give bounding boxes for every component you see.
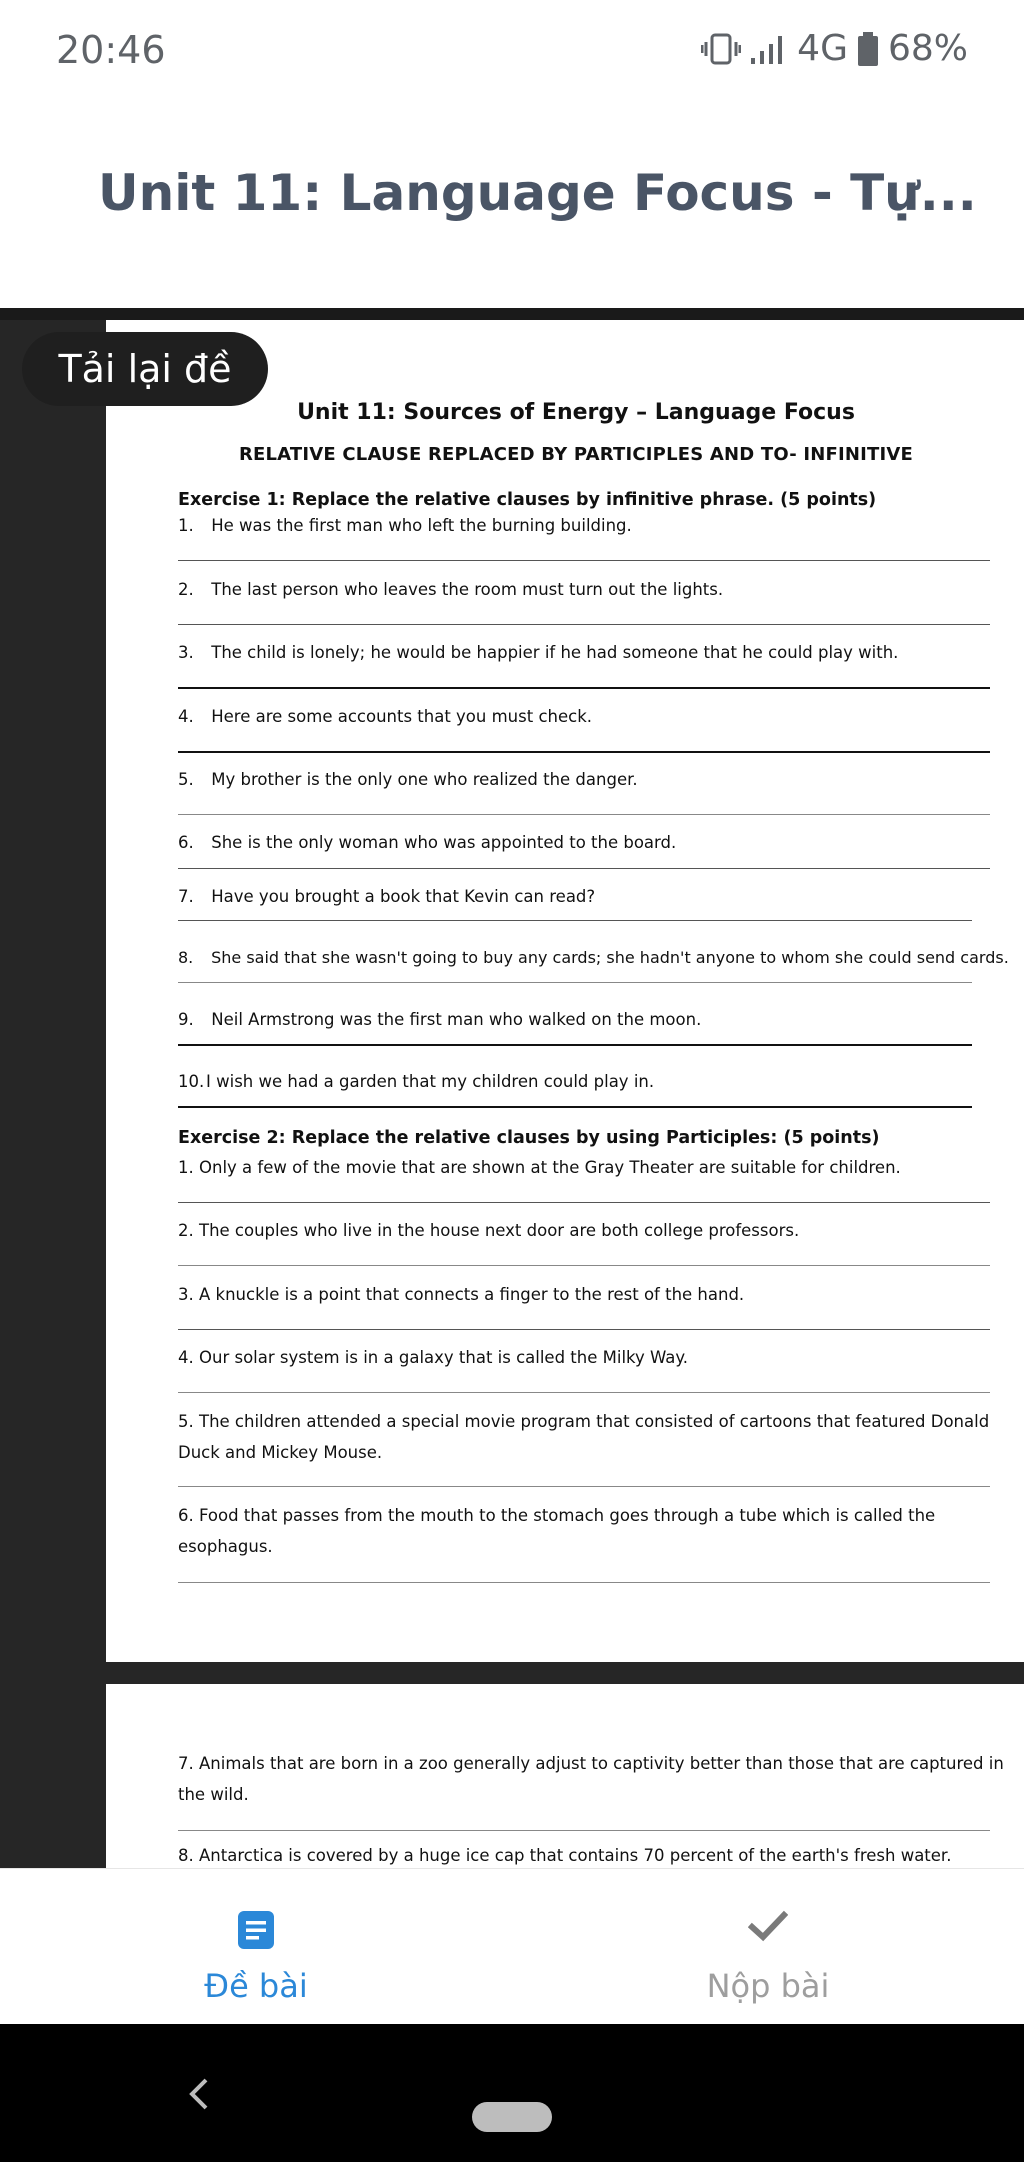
answer-line[interactable] — [178, 814, 990, 815]
answer-line[interactable] — [178, 1486, 990, 1487]
question-item — [178, 1004, 1008, 1035]
question-text: She said that she wasn't going to buy any cards; she hadn't anyone to whom she could send cards. — [211, 948, 1009, 967]
question-text: Neil Armstrong was the first man who walked on the moon. — [211, 1010, 702, 1029]
document-icon — [236, 1909, 276, 1955]
question-text: Here are some accounts that you must check. — [211, 707, 592, 726]
question-number: 4. — [178, 1348, 194, 1367]
signal-icon — [749, 32, 789, 66]
tab-submit-label: Nộp bài — [706, 1967, 830, 2005]
question-text: The couples who live in the house next door are both college professors. — [199, 1221, 800, 1240]
question-item — [178, 1066, 1008, 1097]
question-text: Antarctica is covered by a huge ice cap that contains 70 percent of the earth's fresh water. — [199, 1846, 952, 1865]
question-item — [178, 637, 1008, 668]
question-item — [178, 1500, 1008, 1562]
tab-exam[interactable] — [0, 1869, 512, 2025]
exercise-2-heading: Exercise 2: Replace the relative clauses by using Participles: (5 points) — [178, 1128, 880, 1148]
answer-line[interactable] — [178, 1044, 972, 1046]
question-number: 6. — [178, 833, 194, 852]
question-number: 2. — [178, 580, 194, 599]
question-item — [178, 942, 1018, 973]
question-item — [178, 827, 1008, 858]
viewer-divider — [0, 308, 1024, 320]
question-item — [178, 1406, 1008, 1468]
answer-line[interactable] — [178, 1582, 990, 1583]
answer-line[interactable] — [178, 1265, 990, 1266]
document-subtitle: RELATIVE CLAUSE REPLACED BY PARTICIPLES AND TO- INFINITIVE — [238, 444, 914, 465]
answer-line[interactable] — [178, 560, 990, 561]
answer-line[interactable] — [178, 1202, 990, 1203]
answer-line[interactable] — [178, 624, 990, 625]
question-text: The child is lonely; he would be happier if he had someone that he could play with. — [211, 643, 899, 662]
question-item — [178, 510, 1008, 541]
battery-level: 68% — [887, 28, 968, 69]
answer-line[interactable] — [178, 1329, 990, 1330]
question-number: 7. — [178, 1754, 194, 1773]
question-number: 1. — [178, 516, 194, 535]
question-number: 3. — [178, 643, 194, 662]
tab-exam-label: Đề bài — [204, 1967, 308, 2005]
question-text: Our solar system is in a galaxy that is called the Milky Way. — [199, 1348, 689, 1367]
question-number: 2. — [178, 1221, 194, 1240]
app-header — [0, 108, 1024, 308]
answer-line[interactable] — [178, 751, 990, 753]
question-number: 10. — [178, 1072, 205, 1091]
question-text: A knuckle is a point that connects a finger to the rest of the hand. — [199, 1285, 745, 1304]
question-item — [178, 1152, 1008, 1183]
question-text: I wish we had a garden that my children could play in. — [206, 1072, 655, 1091]
document-title: Unit 11: Sources of Energy – Language Focus — [297, 400, 855, 425]
answer-line[interactable] — [178, 1392, 990, 1393]
question-item — [178, 764, 1008, 795]
answer-line[interactable] — [178, 1830, 990, 1831]
answer-line[interactable] — [178, 982, 972, 983]
question-text: The children attended a special movie program that consisted of cartoons that featured Donald Duck and Mickey Mouse. — [178, 1412, 990, 1462]
question-text: Animals that are born in a zoo generally adjust to captivity better than those that are captured in the wild. — [178, 1754, 1004, 1804]
question-text: She is the only woman who was appointed to the board. — [211, 833, 677, 852]
question-number: 7. — [178, 887, 194, 906]
question-number: 9. — [178, 1010, 194, 1029]
reload-exam-button[interactable]: Tải lại đề — [22, 332, 268, 406]
question-number: 4. — [178, 707, 194, 726]
question-text: Have you brought a book that Kevin can read? — [211, 887, 596, 906]
answer-line[interactable] — [178, 920, 972, 921]
home-pill[interactable] — [472, 2102, 552, 2132]
question-item — [178, 574, 1008, 605]
answer-line[interactable] — [178, 687, 990, 689]
system-navigation-bar — [0, 2024, 1024, 2162]
document-viewer[interactable] — [0, 308, 1024, 1868]
status-icons — [701, 28, 968, 69]
status-bar — [0, 0, 1024, 108]
checkmark-icon — [748, 1909, 788, 1947]
question-number: 8. — [178, 948, 194, 967]
question-number: 6. — [178, 1506, 194, 1525]
question-text: Only a few of the movie that are shown at the Gray Theater are suitable for children. — [199, 1158, 901, 1177]
bottom-navigation — [0, 1868, 1024, 2024]
question-item — [178, 881, 1008, 912]
question-item — [178, 1748, 1008, 1810]
question-number: 5. — [178, 770, 194, 789]
page-title: Unit 11: Language Focus - Tự... — [98, 164, 977, 222]
back-icon[interactable] — [184, 2074, 214, 2118]
tab-submit[interactable] — [512, 1869, 1024, 2025]
question-text: He was the first man who left the burning building. — [211, 516, 632, 535]
battery-icon — [856, 31, 880, 67]
question-number: 8. — [178, 1846, 194, 1865]
document-page-2 — [106, 1684, 1024, 1868]
question-text: My brother is the only one who realized the danger. — [211, 770, 638, 789]
question-number: 5. — [178, 1412, 194, 1431]
network-type: 4G — [797, 28, 848, 69]
document-page-1 — [106, 320, 1024, 1662]
status-time: 20:46 — [56, 28, 166, 72]
answer-line[interactable] — [178, 868, 990, 869]
question-item — [178, 701, 1008, 732]
question-item — [178, 1342, 1008, 1373]
vibrate-icon — [701, 32, 741, 66]
answer-line[interactable] — [178, 1106, 972, 1108]
exercise-1-heading: Exercise 1: Replace the relative clauses by infinitive phrase. (5 points) — [178, 490, 877, 510]
question-number: 1. — [178, 1158, 194, 1177]
question-item — [178, 1215, 1008, 1246]
question-item — [178, 1279, 1008, 1310]
question-item — [178, 1840, 1008, 1868]
question-text: Food that passes from the mouth to the stomach goes through a tube which is called the esophagus. — [178, 1506, 936, 1556]
question-text: The last person who leaves the room must turn out the lights. — [211, 580, 724, 599]
question-number: 3. — [178, 1285, 194, 1304]
